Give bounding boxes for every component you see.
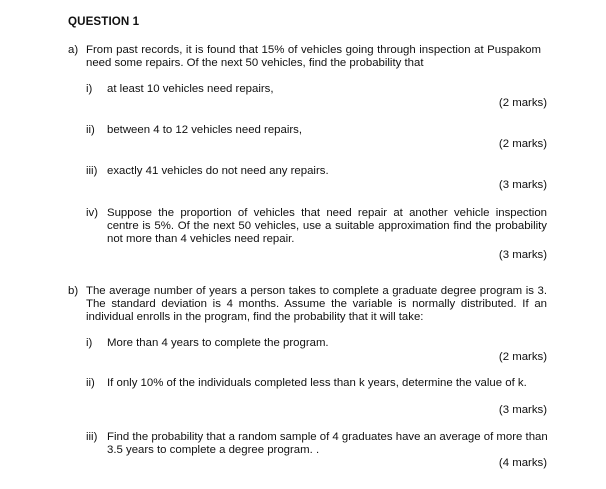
part-a-item-3-text: exactly 41 vehicles do not need any repairs. <box>107 165 329 177</box>
part-a-item-4-label: iv) <box>86 207 99 219</box>
question-title: QUESTION 1 <box>68 15 140 28</box>
part-b-label: b) <box>68 285 79 297</box>
part-a-item-3-marks: (3 marks) <box>498 179 547 191</box>
part-a-item-4-text: Suppose the proportion of vehicles that need repair at another vehicle inspection centre is 5%. Of the next 50 vehicles, use a suitable approximation find the probability not more than 4 vehicles need repair. <box>107 207 547 246</box>
part-a-item-1-marks: (2 marks) <box>498 97 547 109</box>
part-b-item-1-label: i) <box>86 337 93 349</box>
part-a-label: a) <box>68 44 79 56</box>
part-a-item-4-marks: (3 marks) <box>498 249 547 261</box>
part-b-item-3-label: iii) <box>86 431 98 443</box>
part-b-item-1-text: More than 4 years to complete the program. <box>107 337 329 349</box>
part-b-item-2-label: ii) <box>86 377 95 389</box>
part-b-item-3-marks: (4 marks) <box>498 457 547 469</box>
part-b-text: The average number of years a person takes to complete a graduate degree program is 3. The standard deviation is 4 months. Assume the variable is normally distributed. If an individual enrolls in the program, find the probability that it will take: <box>86 285 547 324</box>
part-b-item-3-text: Find the probability that a random sample of 4 graduates have an average of more than 3.5 years to complete a degree program. . <box>107 431 548 457</box>
part-a-item-1-label: i) <box>86 83 93 95</box>
part-a-item-2-marks: (2 marks) <box>498 138 547 150</box>
part-a-item-2-text: between 4 to 12 vehicles need repairs, <box>107 124 303 136</box>
part-b-item-2-marks: (3 marks) <box>498 404 547 416</box>
part-b-item-1-marks: (2 marks) <box>498 351 547 363</box>
part-a-item-2-label: ii) <box>86 124 95 136</box>
part-b-item-2-text: If only 10% of the individuals completed less than k years, determine the value of k. <box>107 377 527 389</box>
part-a-item-3-label: iii) <box>86 165 98 177</box>
part-a-text: From past records, it is found that 15% of vehicles going through inspection at Puspakom need some repairs. Of the next 50 vehicles, find the probability that <box>86 44 541 70</box>
part-a-item-1-text: at least 10 vehicles need repairs, <box>107 83 274 95</box>
